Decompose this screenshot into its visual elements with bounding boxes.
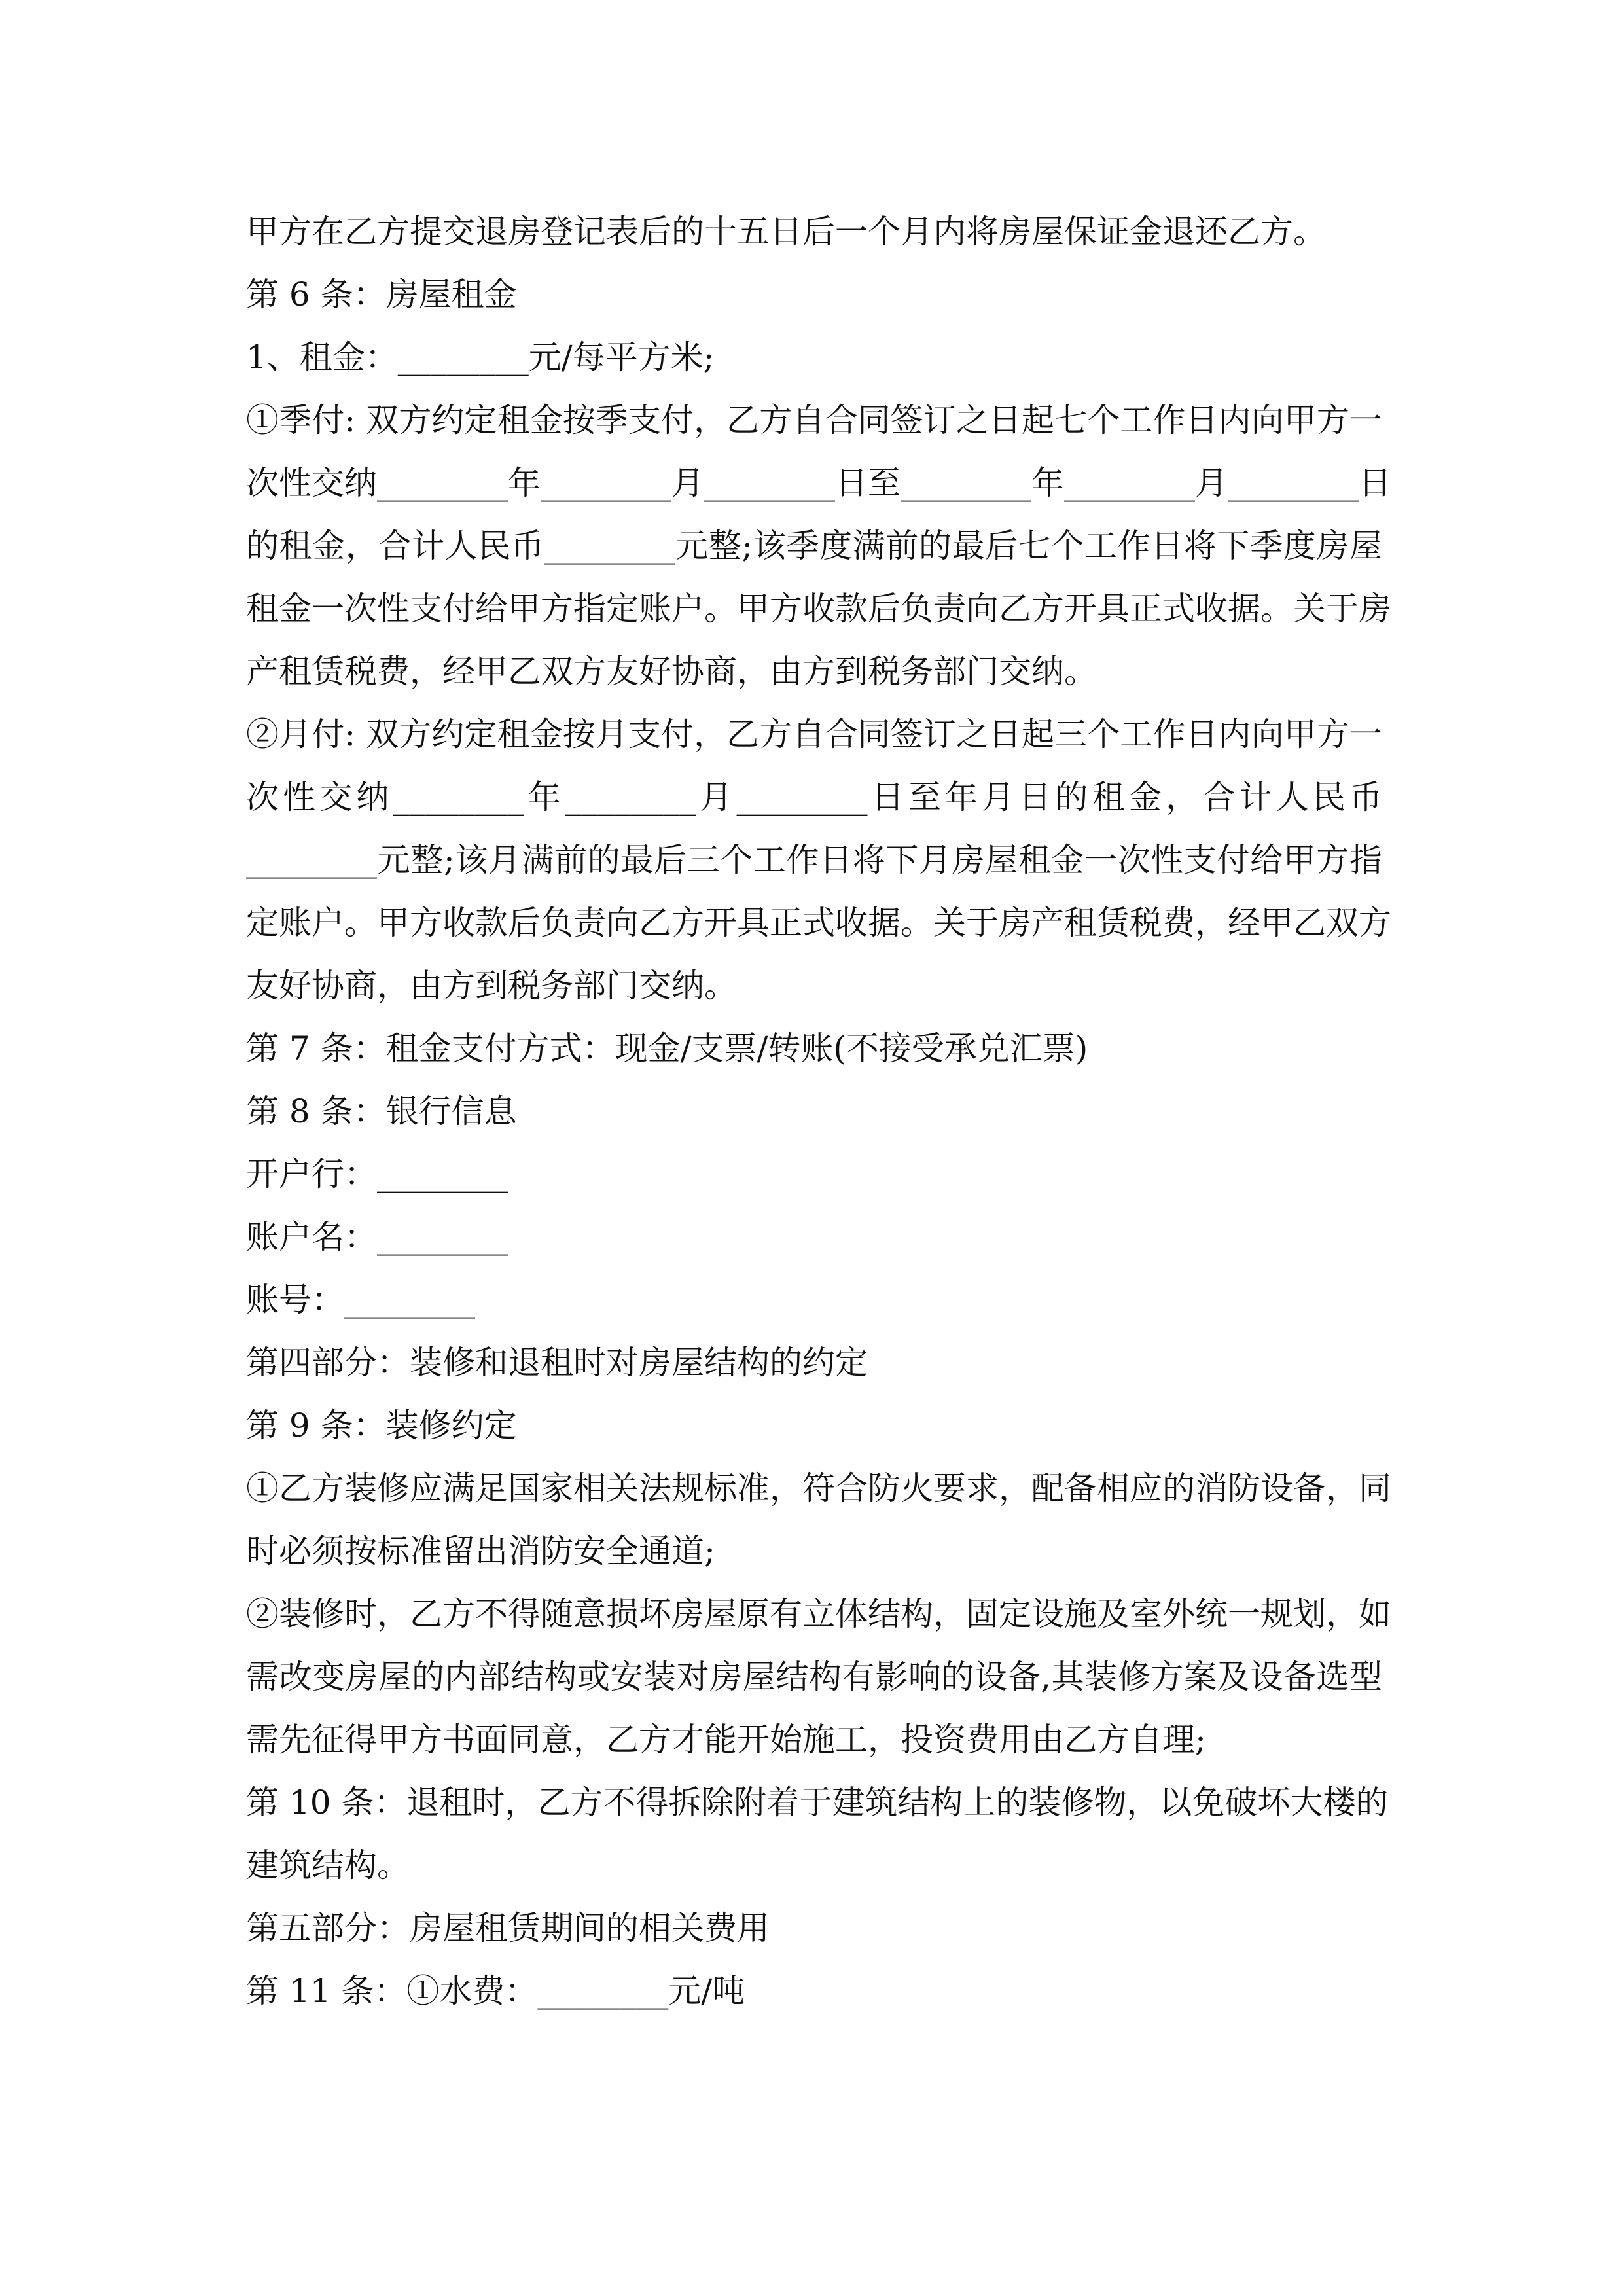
- bank-field-line: 账号：________: [246, 1281, 475, 1319]
- paragraph-line: ①季付: 双方约定租金按季支付，乙方自合同签订之日起七个工作日内向甲方一: [246, 401, 1382, 439]
- paragraph-line: 次性交纳________年________月________日至年月日的租金，合计人民币: [246, 778, 1382, 816]
- clause-heading: 第 7 条：租金支付方式：现金/支票/转账(不接受承兑汇票): [246, 1030, 1088, 1067]
- paragraph-line: 建筑结构。: [246, 1846, 410, 1884]
- paragraph-line: ①乙方装修应满足国家相关法规标准，符合防火要求，配备相应的消防设备，同: [246, 1469, 1391, 1507]
- bank-field-line: 开户行：________: [246, 1155, 508, 1193]
- paragraph-line: 友好协商，由方到税务部门交纳。: [246, 967, 737, 1005]
- paragraph-line: 1、租金：________元/每平方米;: [246, 338, 715, 376]
- paragraph-line: 定账户。甲方收款后负责向乙方开具正式收据。关于房产租赁税费，经甲乙双方: [246, 904, 1391, 942]
- paragraph-line: 租金一次性支付给甲方指定账户。甲方收款后负责向乙方开具正式收据。关于房: [246, 590, 1391, 628]
- clause-heading: 第 11 条：①水费：________元/吨: [246, 1972, 745, 2010]
- clause-heading: 第 6 条：房屋租金: [246, 276, 517, 314]
- paragraph-line: 需改变房屋的内部结构或安装对房屋结构有影响的设备,其装修方案及设备选型: [246, 1658, 1382, 1696]
- document-body: [246, 200, 1391, 2022]
- paragraph-line: 时必须按标准留出消防安全通道;: [246, 1532, 715, 1570]
- paragraph-line: 需先征得甲方书面同意，乙方才能开始施工，投资费用由乙方自理;: [246, 1721, 1206, 1759]
- paragraph-line: 次性交纳________年________月________日至________年________月________日: [246, 464, 1391, 502]
- clause-heading: 第 9 条：装修约定: [246, 1407, 517, 1444]
- paragraph-line: ②装修时，乙方不得随意损坏房屋原有立体结构，固定设施及室外统一规划，如: [246, 1595, 1391, 1633]
- paragraph-line: ________元整;该月满前的最后三个工作日将下月房屋租金一次性支付给甲方指: [246, 841, 1382, 879]
- paragraph-line: ②月付: 双方约定租金按月支付，乙方自合同签订之日起三个工作日内向甲方一: [246, 715, 1382, 753]
- bank-field-line: 账户名：________: [246, 1218, 508, 1256]
- paragraph-line: 第 10 条：退租时，乙方不得拆除附着于建筑结构上的装修物，以免破坏大楼的: [246, 1784, 1389, 1821]
- clause-heading: 第 8 条：银行信息: [246, 1092, 517, 1130]
- section-heading: 第四部分：装修和退租时对房屋结构的约定: [246, 1344, 868, 1382]
- paragraph-line: 产租赁税费，经甲乙双方友好协商，由方到税务部门交纳。: [246, 653, 1097, 691]
- paragraph-line: 的租金，合计人民币________元整;该季度满前的最后七个工作日将下季度房屋: [246, 527, 1382, 565]
- paragraph-line: 甲方在乙方提交退房登记表后的十五日后一个月内将房屋保证金退还乙方。: [246, 213, 1326, 251]
- section-heading: 第五部分：房屋租赁期间的相关费用: [246, 1909, 770, 1947]
